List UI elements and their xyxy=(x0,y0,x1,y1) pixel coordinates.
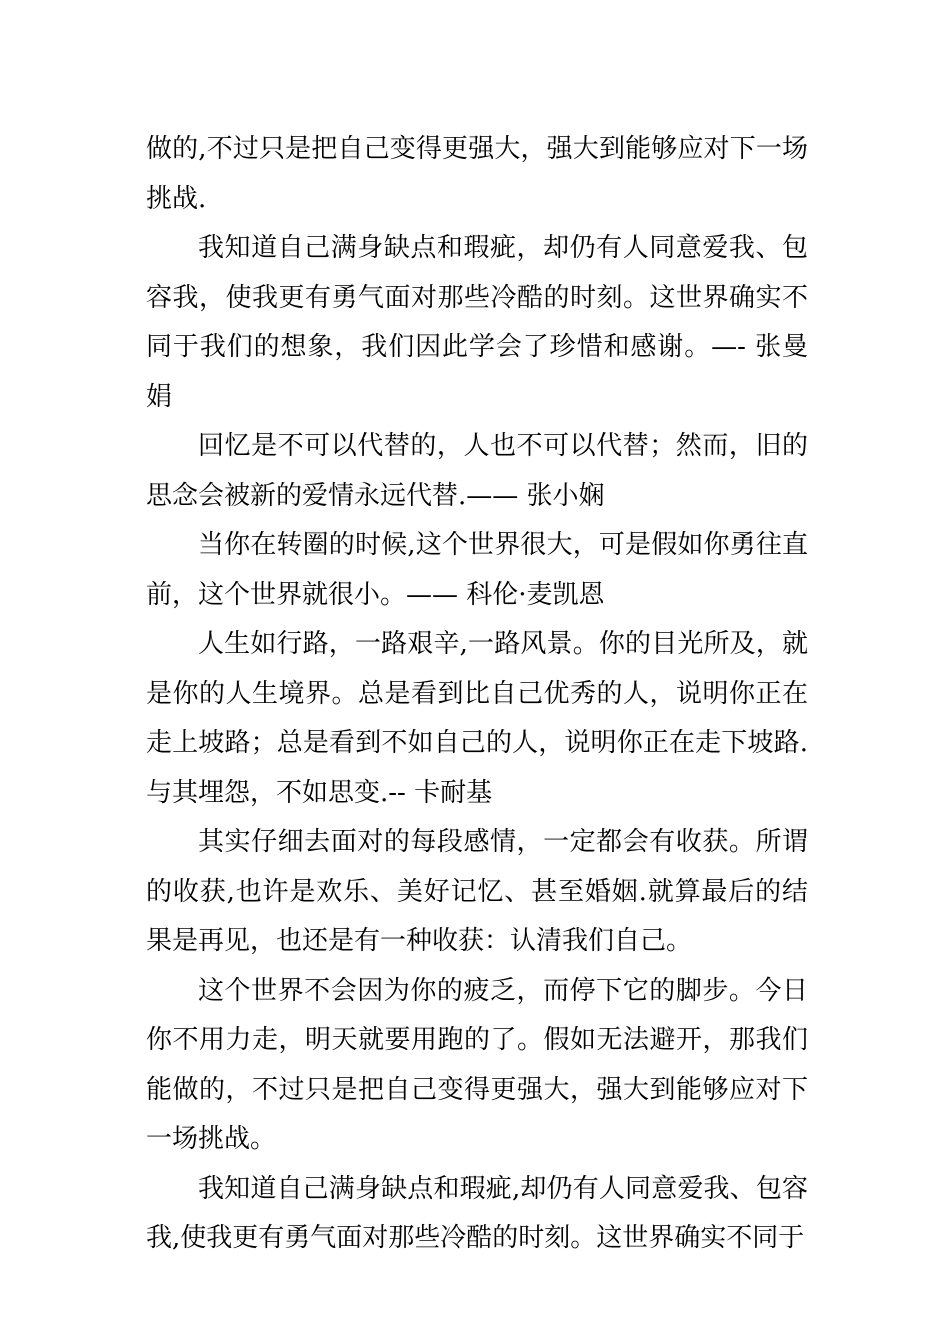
document-body xyxy=(146,125,808,1264)
paragraph-6: 其实仔细去面对的每段感情，一定都会有收获。所谓的收获,也许是欢乐、美好记忆、甚至婚姻.就算最后的结果是再见，也还是有一种收获：认清我们自己。 xyxy=(146,827,808,956)
paragraph-8: 我知道自己满身缺点和瑕疵,却仍有人同意爱我、包容我,使我更有勇气面对那些冷酷的时刻。这世界确实不同于 xyxy=(146,1173,808,1253)
paragraph-4: 当你在转圈的时候,这个世界很大，可是假如你勇往直前，这个世界就很小。—— 科伦·麦凯恩 xyxy=(146,530,808,610)
paragraph-1: 做的,不过只是把自己变得更强大，强大到能够应对下一场挑战. xyxy=(146,134,808,214)
paragraph-7: 这个世界不会因为你的疲乏，而停下它的脚步。今日你不用力走，明天就要用跑的了。假如无法避开，那我们能做的，不过只是把自己变得更强大，强大到能够应对下一场挑战。 xyxy=(146,975,808,1154)
paragraph-5: 人生如行路，一路艰辛,一路风景。你的目光所及，就是你的人生境界。总是看到比自己优秀的人，说明你正在走上坡路；总是看到不如自己的人，说明你正在走下坡路.与其埋怨，不如思变.-- 卡耐基 xyxy=(146,629,808,808)
paragraph-3: 回忆是不可以代替的，人也不可以代替；然而，旧的思念会被新的爱情永远代替.—— 张小娴 xyxy=(146,431,808,511)
paragraph-2: 我知道自己满身缺点和瑕疵，却仍有人同意爱我、包容我，使我更有勇气面对那些冷酷的时刻。这世界确实不同于我们的想象，我们因此学会了珍惜和感谢。—- 张曼娟 xyxy=(146,233,808,412)
